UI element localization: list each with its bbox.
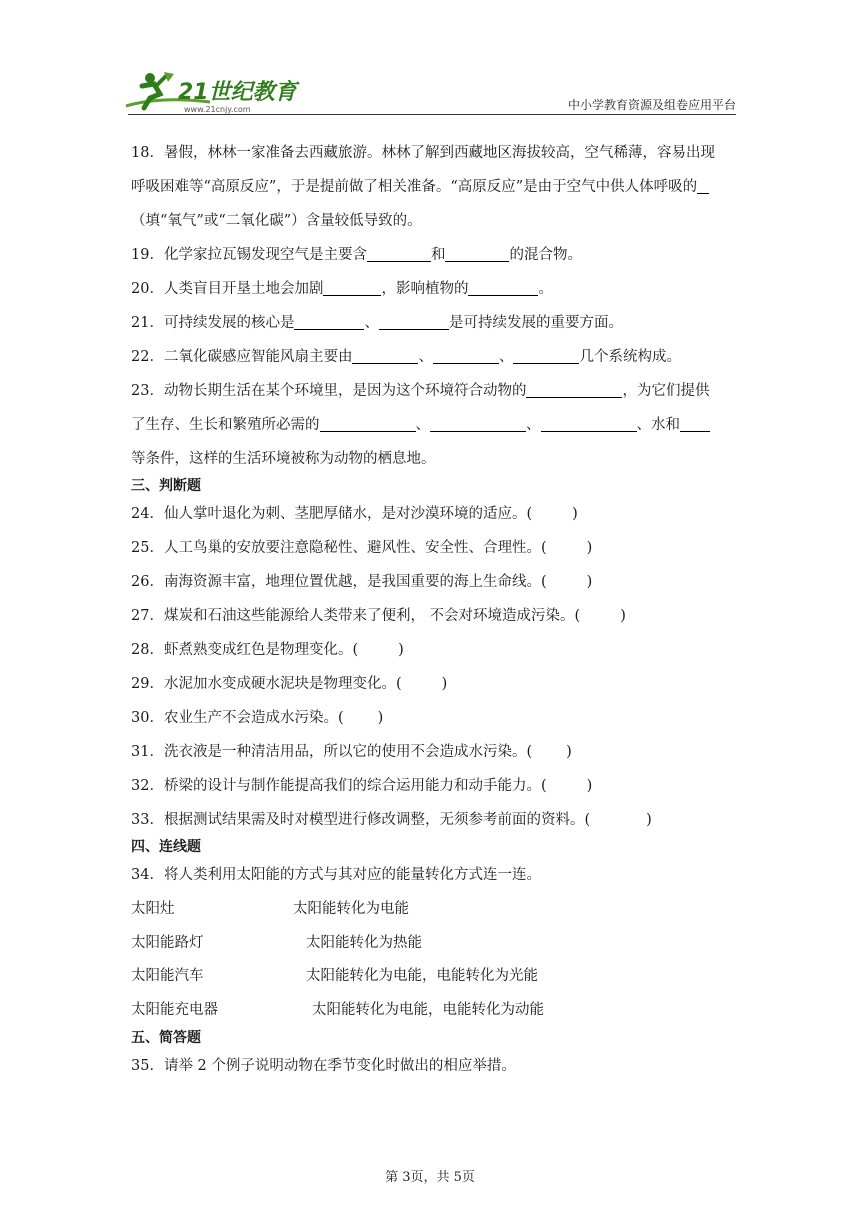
- page-number-footer: 第 3页，共 5页: [385, 1170, 475, 1185]
- q23-line3: 等条件，这样的生活环境被称为动物的栖息地。: [131, 451, 436, 467]
- judge-item-28: 28．虾煮熟变成红色是物理变化。( ): [131, 642, 404, 658]
- blank: [541, 417, 637, 432]
- q34: 34．将人类利用太阳能的方式与其对应的能量转化方式连一连。: [131, 867, 541, 883]
- q18-line1: 18．暑假，林林一家准备去西藏旅游。林林了解到西藏地区海拔较高，空气稀薄，容易出现: [131, 145, 715, 161]
- judge-item-24: 24．仙人掌叶退化为刺、茎肥厚储水，是对沙漠环境的适应。( ): [131, 506, 578, 522]
- judge-item-26: 26．南海资源丰富，地理位置优越，是我国重要的海上生命线。( ): [131, 574, 593, 590]
- q20: 20．人类盲目开垦土地会加剧 ，影响植物的 。: [131, 281, 553, 297]
- match-left-item: 太阳能充电器: [131, 1002, 218, 1018]
- judge-item-29: 29．水泥加水变成硬水泥块是物理变化。( ): [131, 676, 448, 692]
- q35: 35．请举 2 个例子说明动物在季节变化时做出的相应举措。: [131, 1058, 516, 1074]
- logo-text: 21世纪教育: [178, 80, 297, 105]
- blank: [294, 315, 364, 330]
- q23-line2: 了生存、生长和繁殖所必需的 、 、 、水和: [131, 415, 710, 435]
- section-heading-short-answer: 五、简答题: [131, 1030, 201, 1046]
- judge-item-33: 33．根据测试结果需及时对模型进行修改调整，无须参考前面的资料。( ): [131, 812, 652, 828]
- blank: [320, 417, 416, 432]
- logo-url: www.21cnjy.com: [184, 105, 251, 114]
- match-right-item: 太阳能转化为电能，电能转化为动能: [312, 1002, 544, 1018]
- blank: [367, 247, 431, 262]
- blank: [526, 383, 622, 398]
- judge-item-25: 25．人工鸟巢的安放要注意隐秘性、避风性、安全性、合理性。( ): [131, 540, 593, 556]
- blank: [430, 417, 526, 432]
- match-left-item: 太阳能路灯: [131, 935, 204, 951]
- q22: 22．二氧化碳感应智能风扇主要由 、 、 几个系统构成。: [131, 349, 681, 365]
- header-platform-text: 中小学教育资源及组卷应用平台: [567, 98, 736, 112]
- judge-item-32: 32．桥梁的设计与制作能提高我们的综合运用能力和动手能力。( ): [131, 778, 593, 794]
- site-logo: [120, 66, 300, 116]
- blank: [352, 349, 418, 364]
- match-right-item: 太阳能转化为热能: [306, 935, 422, 951]
- blank: [433, 349, 499, 364]
- blank: [379, 315, 449, 330]
- judge-item-27: 27．煤炭和石油这些能源给人类带来了便利， 不会对环境造成污染。( ): [131, 608, 626, 624]
- match-right-item: 太阳能转化为电能，电能转化为光能: [306, 968, 538, 984]
- header-divider: [128, 114, 736, 115]
- judge-item-31: 31．洗衣液是一种清洁用品，所以它的使用不会造成水污染。( ): [131, 744, 572, 760]
- blank: [468, 281, 538, 296]
- q19: 19．化学家拉瓦锡发现空气是主要含 和 的混合物。: [131, 247, 582, 263]
- match-right-item: 太阳能转化为电能: [293, 901, 409, 917]
- section-heading-judge: 三、判断题: [131, 478, 201, 494]
- q18-line2: 呼吸困难等“高原反应”，于是提前做了相关准备。“高原反应”是由于空气中供人体呼吸的: [131, 177, 709, 197]
- match-left-item: 太阳灶: [131, 901, 175, 917]
- judge-item-30: 30．农业生产不会造成水污染。( ): [131, 710, 384, 726]
- section-heading-matching: 四、连线题: [131, 839, 201, 855]
- q23-line1: 23．动物长期生活在某个环境里，是因为这个环境符合动物的 ，为它们提供: [131, 383, 710, 399]
- blank: [680, 417, 710, 432]
- q18-line3: （填“氧气”或“二氧化碳”）含量较低导致的。: [131, 213, 422, 229]
- blank: [445, 247, 509, 262]
- blank: [513, 349, 579, 364]
- blank: [323, 281, 381, 296]
- q21: 21．可持续发展的核心是 、 是可持续发展的重要方面。: [131, 315, 623, 331]
- match-left-item: 太阳能汽车: [131, 968, 204, 984]
